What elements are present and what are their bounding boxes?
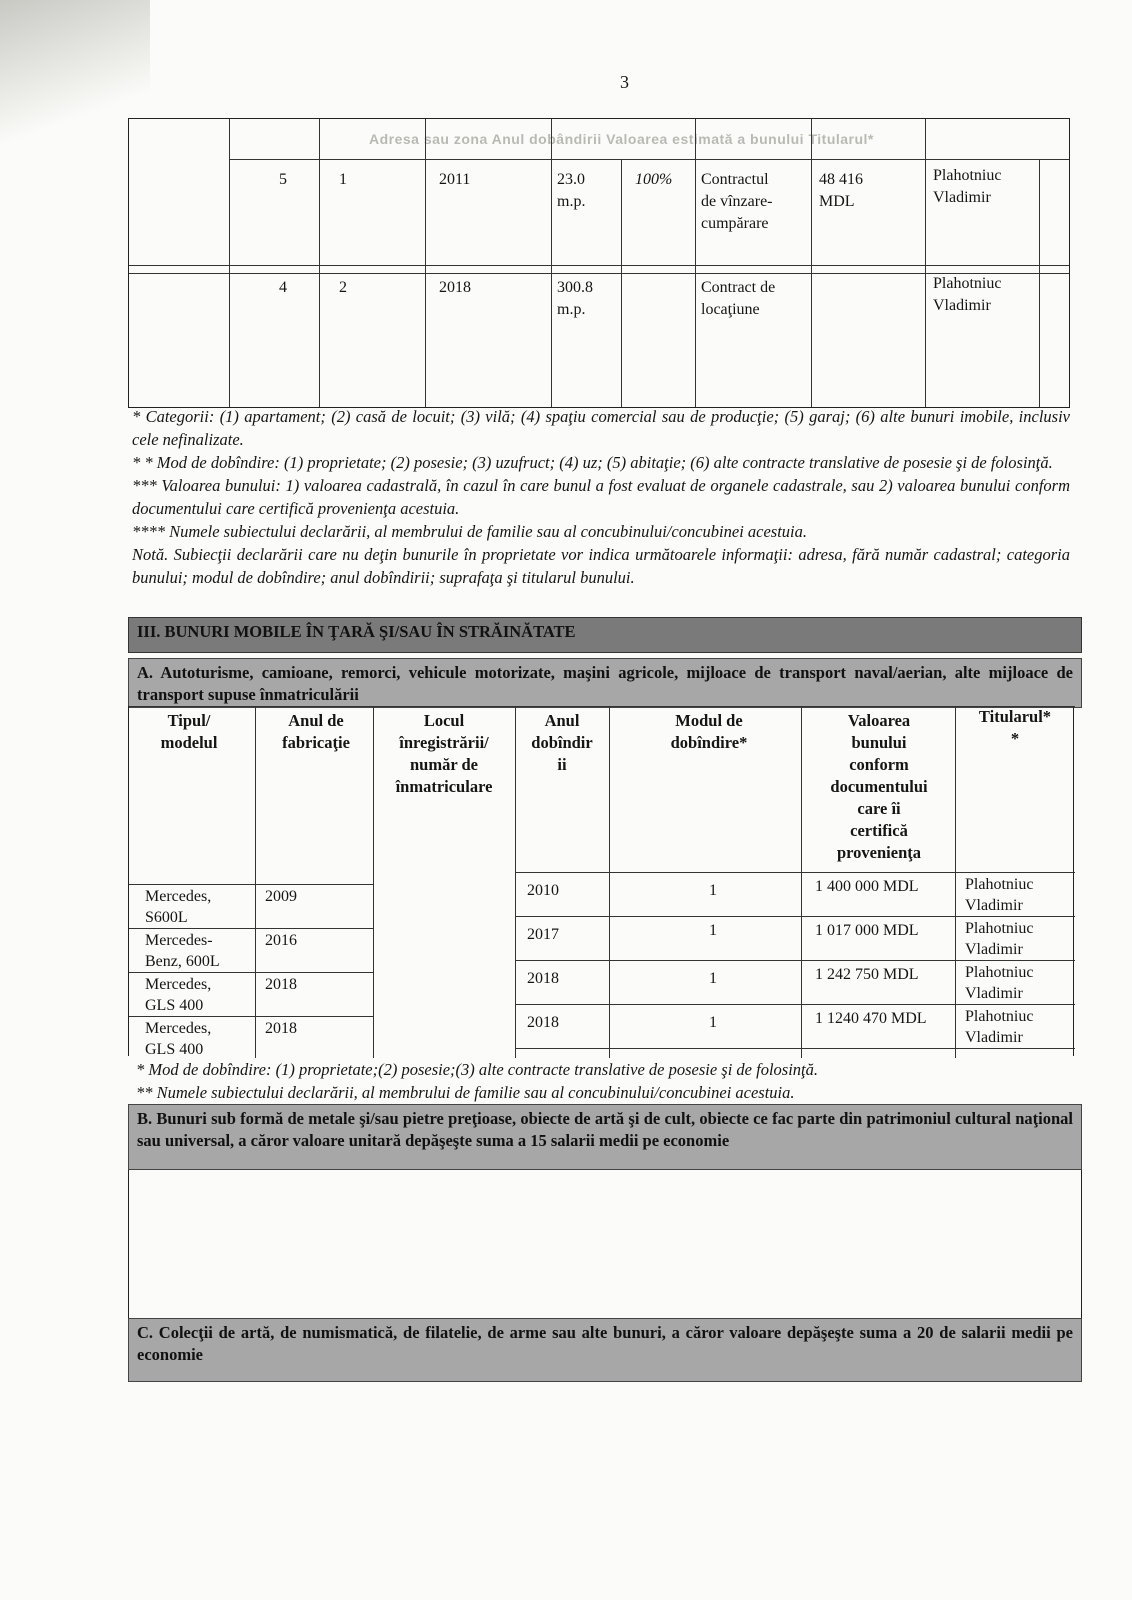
footnote-acquisition-mode: * * Mod de dobîndire: (1) proprietate; (2) posesie; (3) uzufruct; (4) uz; (5) abitaţie; (6) alte contracte translative de posesie şi de folosinţă. bbox=[132, 453, 1053, 472]
realty-row-2-mode: 2 bbox=[339, 279, 347, 296]
section-b-heading: B. Bunuri sub formă de metale şi/sau pietre preţioase, obiecte de artă şi de cult, obiecte ce fac parte din patrimoniul cultural naţional sau universal, a căror valoare unitară depăşeşte suma a 15 salarii medii pe economie bbox=[128, 1104, 1082, 1170]
col-header-acquisition-mode: Modul de dobîndire* bbox=[670, 711, 748, 752]
col-header-manufacture-year: Anul de fabricaţie bbox=[282, 711, 350, 752]
vehicle-row-3-mode: 1 bbox=[709, 970, 717, 987]
section-a-heading: A. Autoturisme, camioane, remorci, vehicule motorizate, maşini agricole, mijloace de transport naval/aerian, alte mijloace de transport supuse înmatriculării bbox=[128, 658, 1082, 708]
realty-row-2-year: 2018 bbox=[439, 279, 471, 296]
realty-row-2-document: Contract de locaţiune bbox=[701, 279, 776, 318]
vehicle-row-2-year: 2016 bbox=[265, 932, 297, 949]
vehicle-row-4-mode: 1 bbox=[709, 1014, 717, 1031]
col-header-registration: Locul înregistrării/ număr de înmatriculare bbox=[395, 711, 493, 796]
real-estate-footnotes bbox=[132, 405, 1070, 589]
realty-row-2-category: 4 bbox=[279, 279, 287, 296]
footnote-value: *** Valoarea bunului: 1) valoarea cadastrală, în cazul în care bunul a fost evaluat de organele cadastrale, sau 2) valoarea bunului conform documentului care certifică provenienţa acestuia. bbox=[132, 476, 1070, 518]
realty-row-1-value: 48 416 MDL bbox=[819, 171, 863, 210]
realty-row-2-area: 300.8 m.p. bbox=[557, 279, 593, 318]
bleed-through-header: Adresa sau zona Anul dobândirii Valoarea estimată a bunului Titularul* bbox=[369, 131, 874, 147]
vehicle-row-3-acq-year: 2018 bbox=[527, 970, 559, 987]
col-header-model: Tipul/ modelul bbox=[160, 711, 218, 752]
realty-row-1-owner: Plahotniuc Vladimir bbox=[933, 167, 1002, 206]
vehicle-row-3-value: 1 242 750 MDL bbox=[815, 966, 919, 983]
vehicles-table bbox=[128, 706, 1074, 1056]
realty-row-2-owner: Plahotniuc Vladimir bbox=[933, 275, 1002, 314]
footnote-vehicle-acquisition-mode: * Mod de dobîndire: (1) proprietate;(2) posesie;(3) alte contracte translative de posesie şi de folosinţă. bbox=[136, 1060, 819, 1079]
vehicle-row-1-mode: 1 bbox=[709, 882, 717, 899]
realty-row-1-mode: 1 bbox=[339, 171, 347, 188]
vehicle-row-1-owner: Plahotniuc Vladimir bbox=[965, 876, 1034, 914]
vehicle-footnotes bbox=[136, 1058, 1066, 1104]
vehicle-row-4-owner: Plahotniuc Vladimir bbox=[965, 1008, 1034, 1046]
vehicle-row-4-year: 2018 bbox=[265, 1020, 297, 1037]
section-iii-heading: III. BUNURI MOBILE ÎN ŢARĂ ŞI/SAU ÎN STRĂINĂTATE bbox=[128, 617, 1082, 653]
vehicle-row-1-year: 2009 bbox=[265, 888, 297, 905]
vehicle-row-3-model: Mercedes, GLS 400 bbox=[145, 976, 212, 1014]
col-header-owner: Titularul* * bbox=[978, 707, 1052, 748]
vehicle-row-2-acq-year: 2017 bbox=[527, 926, 559, 943]
vehicle-row-3-year: 2018 bbox=[265, 976, 297, 993]
vehicle-row-2-owner: Plahotniuc Vladimir bbox=[965, 920, 1034, 958]
footnote-owner-name: **** Numele subiectului declarării, al membrului de familie sau al concubinului/concubinei acestuia. bbox=[132, 522, 808, 541]
col-header-value: Valoarea bunului conform documentului care îi certifică provenienţa bbox=[830, 711, 928, 862]
vehicle-row-4-acq-year: 2018 bbox=[527, 1014, 559, 1031]
footnote-categories: * Categorii: (1) apartament; (2) casă de locuit; (3) vilă; (4) spaţiu comercial sau de producţie; (5) garaj; (6) alte bunuri imobile, inclusiv cele nefinalizate. bbox=[132, 407, 1070, 449]
footnote-note: Notă. Subiecţii declarării care nu deţin bunurile în proprietate vor indica următoarele informaţii: adresa, fără număr cadastral; categoria bunului; modul de dobîndire; anul dobîndirii; suprafaţa şi titularul bunului. bbox=[132, 545, 1070, 587]
realty-row-1-document: Contractul de vînzare- cumpărare bbox=[701, 171, 773, 232]
realty-row-1-share: 100% bbox=[635, 171, 673, 188]
page-number: 3 bbox=[620, 72, 629, 92]
realty-row-1-category: 5 bbox=[279, 171, 287, 188]
vehicle-row-1-acq-year: 2010 bbox=[527, 882, 559, 899]
vehicle-row-3-owner: Plahotniuc Vladimir bbox=[965, 964, 1034, 1002]
vehicle-row-2-value: 1 017 000 MDL bbox=[815, 922, 919, 939]
realty-row-1-year: 2011 bbox=[439, 171, 471, 188]
realty-row-1-area: 23.0 m.p. bbox=[557, 171, 586, 210]
vehicle-row-2-mode: 1 bbox=[709, 922, 717, 939]
vehicle-row-4-model: Mercedes, GLS 400 bbox=[145, 1020, 212, 1058]
vehicle-row-1-model: Mercedes, S600L bbox=[145, 888, 212, 926]
footnote-vehicle-owner-name: ** Numele subiectului declarării, al membrului de familie sau al concubinului/concubinei acestuia. bbox=[136, 1083, 795, 1102]
vehicle-row-2-model: Mercedes- Benz, 600L bbox=[145, 932, 220, 970]
real-estate-table bbox=[128, 118, 1070, 408]
vehicle-row-4-value: 1 1240 470 MDL bbox=[815, 1010, 927, 1027]
section-c-heading: C. Colecţii de artă, de numismatică, de filatelie, de arme sau alte bunuri, a căror valoare depăşeşte suma a 20 de salarii medii pe economie bbox=[128, 1318, 1082, 1382]
vehicle-row-1-value: 1 400 000 MDL bbox=[815, 878, 919, 895]
section-b-empty-table bbox=[128, 1170, 1082, 1320]
col-header-acquisition-year: Anul dobîndir ii bbox=[531, 711, 593, 774]
